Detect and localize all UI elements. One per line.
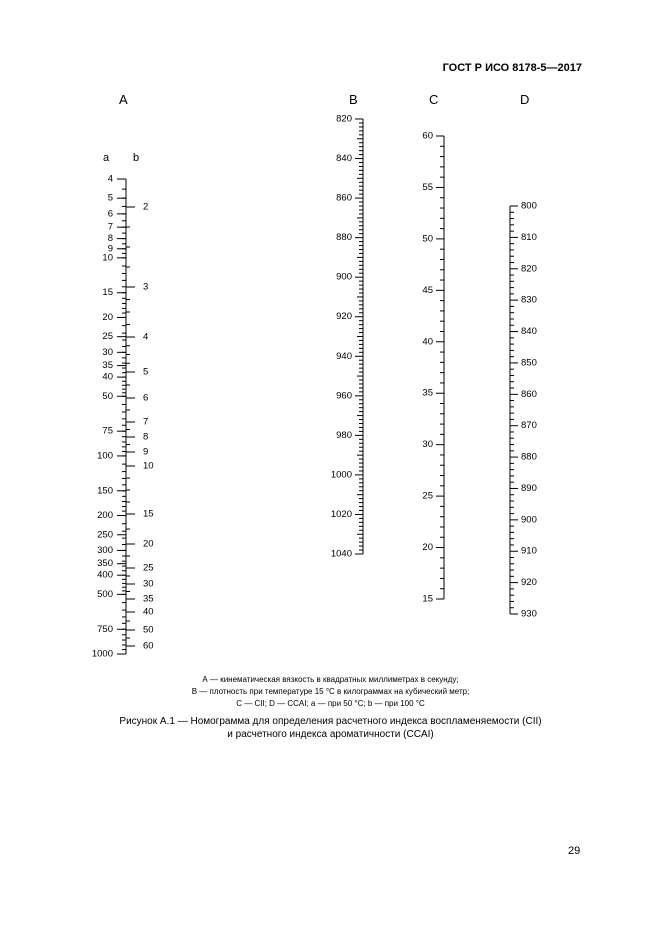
scale-b [331,114,363,560]
tick-label-b: 9 [143,446,149,458]
legend-line-1: А — кинематическая вязкость в квадратных миллиметрах в секунду; [202,675,459,684]
tick-label: 800 [521,200,537,212]
tick-label: 900 [521,514,537,526]
tick-label: 840 [521,326,537,338]
tick-label-a: 40 [102,371,113,383]
tick-label: 1020 [330,508,352,520]
tick-label: 45 [422,284,433,296]
tick-label: 910 [521,545,537,557]
legend-line-2: В — плотность при температуре 15 °С в килограммах на кубический метр; [191,687,470,696]
tick-label-a: 50 [102,390,113,402]
tick-label-a: 200 [97,510,113,522]
scale-a [92,174,154,660]
tick-label: 860 [336,192,352,204]
tick-label-a: 75 [102,425,113,437]
tick-label-b: 30 [143,578,154,590]
tick-label: 15 [422,593,433,605]
legend-line-3: С — CII; D — CCAI; а — при 50 °С; b — при 100 °С [236,699,425,708]
tick-label-a: 8 [107,233,113,245]
tick-label-b: 3 [143,281,149,293]
tick-label-b: 15 [143,508,154,520]
tick-label-a: 750 [97,623,113,635]
tick-label-a: 30 [102,346,113,358]
tick-label: 50 [422,233,433,245]
tick-label: 870 [521,420,537,432]
tick-label-a: 4 [107,173,113,185]
tick-label: 980 [336,429,352,441]
tick-label: 930 [521,608,537,620]
figure-caption-line-2: и расчетного индекса ароматичности (CCAI) [227,729,434,740]
tick-label: 920 [336,311,352,323]
tick-label-b: 60 [143,640,154,652]
tick-label-a: 150 [97,485,113,497]
tick-label: 830 [521,294,537,306]
tick-label-b: 5 [143,366,149,378]
tick-label: 30 [422,439,433,451]
tick-label-b: 10 [143,460,154,472]
tick-label-b: 20 [143,538,154,550]
tick-label: 820 [521,263,537,275]
tick-label: 840 [336,153,352,165]
tick-label: 1000 [330,469,352,481]
tick-label-b: 40 [143,606,154,618]
tick-label: 40 [422,336,433,348]
tick-label: 820 [336,113,352,125]
scale-a-title: A [119,92,128,107]
scale-a-subscale-a-label: a [103,152,110,164]
tick-label-b: 35 [143,593,154,605]
page-number: 29 [568,845,581,857]
tick-label-a: 9 [107,243,113,255]
tick-label-a: 400 [97,569,113,581]
figure-caption-line-1: Рисунок А.1 — Номограмма для определения расчетного индекса воспламеняемости (CII) [119,716,542,727]
scale-b-title: B [349,92,358,107]
tick-label: 850 [521,357,537,369]
tick-label: 920 [521,577,537,589]
tick-label-a: 1000 [91,648,113,660]
tick-label-a: 250 [97,529,113,541]
tick-label-a: 5 [107,192,113,204]
tick-label-a: 350 [97,558,113,570]
tick-label-a: 25 [102,331,113,343]
tick-label-a: 7 [107,221,113,233]
tick-label-b: 2 [143,201,149,213]
tick-label-a: 20 [102,311,113,323]
tick-label: 880 [336,232,352,244]
scale-d-title: D [520,92,530,107]
tick-label: 20 [422,542,433,554]
tick-label: 960 [336,390,352,402]
tick-label: 55 [422,181,433,193]
tick-label-b: 50 [143,624,154,636]
tick-label-a: 100 [97,450,113,462]
tick-label: 810 [521,231,537,243]
tick-label-b: 7 [143,416,149,428]
tick-label: 900 [336,271,352,283]
tick-label: 940 [336,350,352,362]
scale-d [510,201,537,620]
tick-label-a: 500 [97,588,113,600]
tick-label: 35 [422,387,433,399]
tick-label: 880 [521,451,537,463]
tick-label-a: 6 [107,208,113,220]
tick-label-a: 35 [102,360,113,372]
tick-label: 1040 [330,548,352,560]
scale-c [422,131,444,605]
tick-label-b: 8 [143,431,149,443]
scale-c-title: C [429,92,439,107]
tick-label-a: 15 [102,287,113,299]
tick-label-a: 10 [102,252,113,264]
scale-a-subscale-b-label: b [133,152,140,164]
tick-label: 25 [422,490,433,502]
tick-label-b: 6 [143,392,149,404]
document-code: ГОСТ Р ИСО 8178-5—2017 [442,62,582,74]
tick-label-b: 4 [143,331,149,343]
tick-label: 860 [521,388,537,400]
tick-label: 60 [422,130,433,142]
tick-label: 890 [521,482,537,494]
tick-label-b: 25 [143,562,154,574]
tick-label-a: 300 [97,544,113,556]
